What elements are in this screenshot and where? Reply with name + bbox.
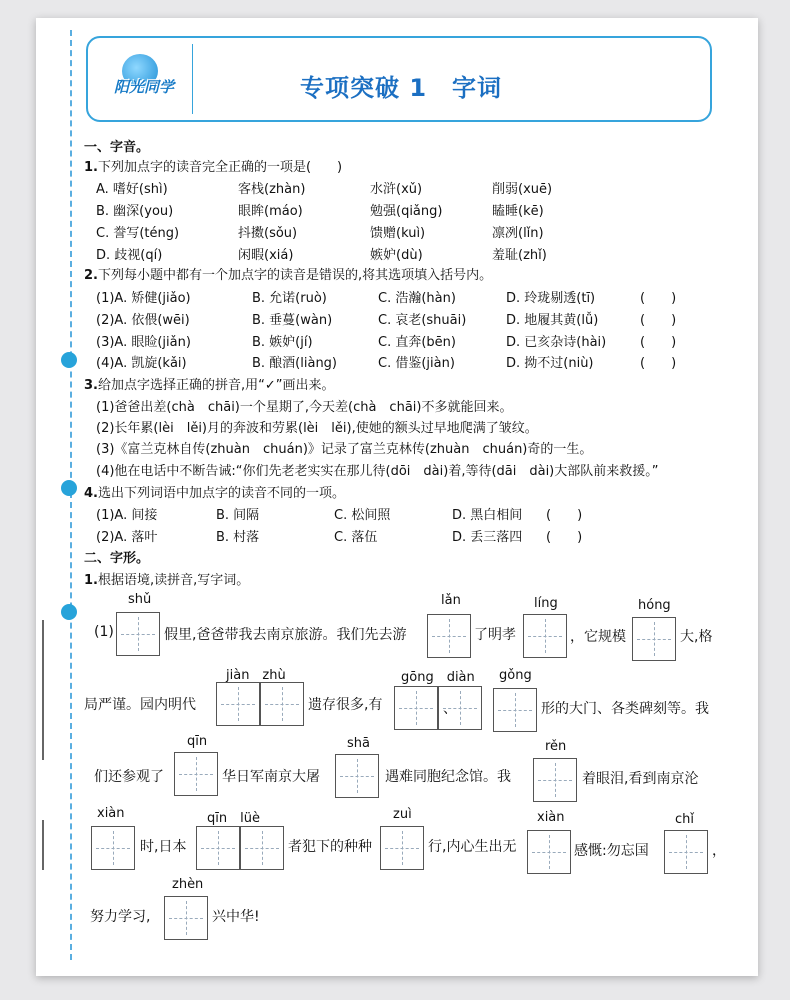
question-5: 1.根据语境,读拼音,写字词。 bbox=[84, 573, 250, 588]
sentence-fragment: ， bbox=[712, 843, 726, 859]
option-text: C. 浩瀚(hàn) bbox=[378, 291, 456, 306]
pinyin-label: qīn bbox=[187, 734, 208, 749]
binding-marks bbox=[42, 620, 54, 760]
question-1: 1.下列加点字的读音完全正确的一项是( ) bbox=[84, 160, 343, 175]
option-text: C. 借鉴(jiàn) bbox=[378, 356, 455, 371]
option-text: 凛冽(lǐn) bbox=[492, 226, 544, 241]
tianzi-writing-box[interactable] bbox=[427, 614, 471, 658]
sentence-fragment: 形的大门、各类碑刻等。我 bbox=[541, 701, 709, 717]
pinyin-label: jiàn zhù bbox=[226, 668, 286, 683]
tianzi-writing-box[interactable] bbox=[196, 826, 240, 870]
tianzi-writing-box[interactable] bbox=[394, 686, 438, 730]
option-text: B. 允诺(ruò) bbox=[252, 291, 327, 306]
pinyin-label: gōng diàn bbox=[401, 670, 475, 685]
tianzi-writing-box[interactable] bbox=[380, 826, 424, 870]
option-text: (2)A. 依偎(wēi) bbox=[96, 313, 190, 328]
sentence-fragment: 遇难同胞纪念馆。我 bbox=[385, 769, 511, 785]
pinyin-label: qīn lüè bbox=[207, 811, 260, 826]
pinyin-label: hóng bbox=[638, 598, 671, 613]
option-text: D. 已亥杂诗(hài) bbox=[506, 335, 607, 350]
tianzi-writing-box[interactable] bbox=[527, 830, 571, 874]
option-text: 客栈(zhàn) bbox=[238, 182, 306, 197]
pinyin-label: xiàn bbox=[97, 806, 125, 821]
section-heading: 一、字音。 bbox=[84, 140, 150, 155]
answer-bracket: ( ) bbox=[640, 335, 677, 350]
option-text: C. 哀老(shuāi) bbox=[378, 313, 467, 328]
binding-marks bbox=[42, 820, 54, 870]
question-3: 3.给加点字选择正确的拼音,用“✓”画出来。 bbox=[84, 378, 335, 393]
tianzi-writing-box[interactable] bbox=[174, 752, 218, 796]
margin-dot-icon bbox=[61, 352, 77, 368]
tianzi-writing-box[interactable] bbox=[632, 617, 676, 661]
option-text: 削弱(xuē) bbox=[492, 182, 553, 197]
pinyin-label: gǒng bbox=[499, 668, 532, 683]
pinyin-label: rěn bbox=[545, 739, 567, 754]
tianzi-writing-box[interactable] bbox=[91, 826, 135, 870]
option-text: D. 丢三落四 bbox=[452, 530, 523, 545]
sentence-line: (4)他在电话中不断告诫:“你们先老老实实在那儿待(dōi dài)着,等待(dāi dài)大部队前来救援。” bbox=[96, 464, 659, 479]
sentence-line: (3)《富兰克林自传(zhuàn chuán)》记录了富兰克林传(zhuàn chuán)奇的一生。 bbox=[96, 442, 593, 457]
sentence-fragment: 、 bbox=[443, 701, 457, 717]
pinyin-label: líng bbox=[534, 596, 558, 611]
option-text: B. 幽深(you) bbox=[96, 204, 174, 219]
option-text: C. 誊写(téng) bbox=[96, 226, 180, 241]
margin-dot-icon bbox=[61, 604, 77, 620]
answer-bracket: ( ) bbox=[546, 508, 583, 523]
tianzi-writing-box[interactable] bbox=[240, 826, 284, 870]
section-heading: 二、字形。 bbox=[84, 551, 150, 566]
sentence-fragment: 兴中华! bbox=[212, 909, 260, 925]
tianzi-writing-box[interactable] bbox=[260, 682, 304, 726]
answer-bracket: ( ) bbox=[640, 356, 677, 371]
question-4: 4.选出下列词语中加点字的读音不同的一项。 bbox=[84, 486, 345, 501]
option-text: 水浒(xǔ) bbox=[370, 182, 423, 197]
sentence-fragment: 华日军南京大屠 bbox=[222, 769, 320, 785]
sentence-fragment: 遗存很多,有 bbox=[308, 697, 383, 713]
option-text: D. 歧视(qí) bbox=[96, 248, 163, 263]
option-text: (1)A. 间接 bbox=[96, 508, 158, 523]
option-text: 嫉妒(dù) bbox=[370, 248, 423, 263]
question-2: 2.下列每小题中都有一个加点字的读音是错误的,将其选项填入括号内。 bbox=[84, 268, 493, 283]
page-title: 专项突破 1 字词 bbox=[300, 74, 503, 102]
pinyin-label: shā bbox=[347, 736, 370, 751]
option-text: C. 落伍 bbox=[334, 530, 378, 545]
option-text: D. 地履其黄(lǚ) bbox=[506, 313, 599, 328]
sentence-fragment: (1) bbox=[94, 624, 114, 640]
option-text: D. 黑白相间 bbox=[452, 508, 523, 523]
answer-bracket: ( ) bbox=[640, 291, 677, 306]
sentence-line: (1)爸爸出差(chà chāi)一个星期了,今天差(chà chāi)不多就能回来。 bbox=[96, 400, 513, 415]
pinyin-label: zhèn bbox=[172, 877, 204, 892]
pinyin-label: zuì bbox=[393, 807, 412, 822]
option-text: D. 拗不过(niù) bbox=[506, 356, 594, 371]
option-text: 羞耻(zhǐ) bbox=[492, 248, 547, 263]
sentence-fragment: 努力学习, bbox=[90, 909, 151, 925]
tianzi-writing-box[interactable] bbox=[493, 688, 537, 732]
tianzi-writing-box[interactable] bbox=[335, 754, 379, 798]
sentence-fragment: 假里,爸爸带我去南京旅游。我们先去游 bbox=[164, 627, 407, 643]
sentence-fragment: 大,格 bbox=[680, 629, 713, 645]
answer-bracket: ( ) bbox=[640, 313, 677, 328]
sentence-fragment: 者犯下的种种 bbox=[288, 839, 372, 855]
pinyin-label: shǔ bbox=[128, 592, 152, 607]
option-text: B. 酿酒(liàng) bbox=[252, 356, 338, 371]
option-text: C. 直奔(bēn) bbox=[378, 335, 456, 350]
sentence-fragment: 着眼泪,看到南京沦 bbox=[582, 771, 699, 787]
sentence-fragment: 局严谨。园内明代 bbox=[84, 697, 196, 713]
sentence-line: (2)长年累(lèi lěi)月的奔波和劳累(lèi lěi),使她的额头过早地爬满了皱纹。 bbox=[96, 421, 538, 436]
option-text: 勉强(qiǎng) bbox=[370, 204, 443, 219]
option-text: 闲暇(xiá) bbox=[238, 248, 294, 263]
tianzi-writing-box[interactable] bbox=[523, 614, 567, 658]
margin-dot-icon bbox=[61, 480, 77, 496]
answer-bracket: ( ) bbox=[546, 530, 583, 545]
sentence-fragment: 感慨:勿忘国 bbox=[574, 843, 649, 859]
option-text: 馈赠(kuì) bbox=[370, 226, 426, 241]
option-text: (3)A. 眼睑(jiǎn) bbox=[96, 335, 191, 350]
tianzi-writing-box[interactable] bbox=[664, 830, 708, 874]
option-text: D. 玲珑剔透(tī) bbox=[506, 291, 596, 306]
option-text: (4)A. 凯旋(kǎi) bbox=[96, 356, 187, 371]
option-text: B. 间隔 bbox=[216, 508, 260, 523]
sentence-fragment: 行,内心生出无 bbox=[428, 839, 517, 855]
tianzi-writing-box[interactable] bbox=[216, 682, 260, 726]
tianzi-writing-box[interactable] bbox=[164, 896, 208, 940]
sentence-fragment: 时,日本 bbox=[140, 839, 187, 855]
option-text: B. 村落 bbox=[216, 530, 260, 545]
pinyin-label: chǐ bbox=[675, 812, 694, 827]
option-text: A. 嗜好(shì) bbox=[96, 182, 168, 197]
logo-text: 阳光同学 bbox=[113, 78, 174, 96]
tianzi-writing-box[interactable] bbox=[533, 758, 577, 802]
option-text: 抖擞(sǒu) bbox=[238, 226, 298, 241]
option-text: 瞌睡(kē) bbox=[492, 204, 544, 219]
pinyin-label: xiàn bbox=[537, 810, 565, 825]
option-text: (2)A. 落叶 bbox=[96, 530, 158, 545]
sentence-fragment: 们还参观了 bbox=[94, 769, 164, 785]
logo bbox=[96, 54, 192, 100]
option-text: (1)A. 矫健(jiǎo) bbox=[96, 291, 191, 306]
pinyin-label: lǎn bbox=[441, 593, 461, 608]
option-text: 眼眸(máo) bbox=[238, 204, 303, 219]
option-text: B. 嫉妒(jí) bbox=[252, 335, 313, 350]
sentence-fragment: ，它规模 bbox=[570, 629, 626, 645]
option-text: C. 松间照 bbox=[334, 508, 391, 523]
sentence-fragment: 了明孝 bbox=[474, 627, 516, 643]
option-text: B. 垂蔓(wàn) bbox=[252, 313, 333, 328]
tianzi-writing-box[interactable] bbox=[116, 612, 160, 656]
